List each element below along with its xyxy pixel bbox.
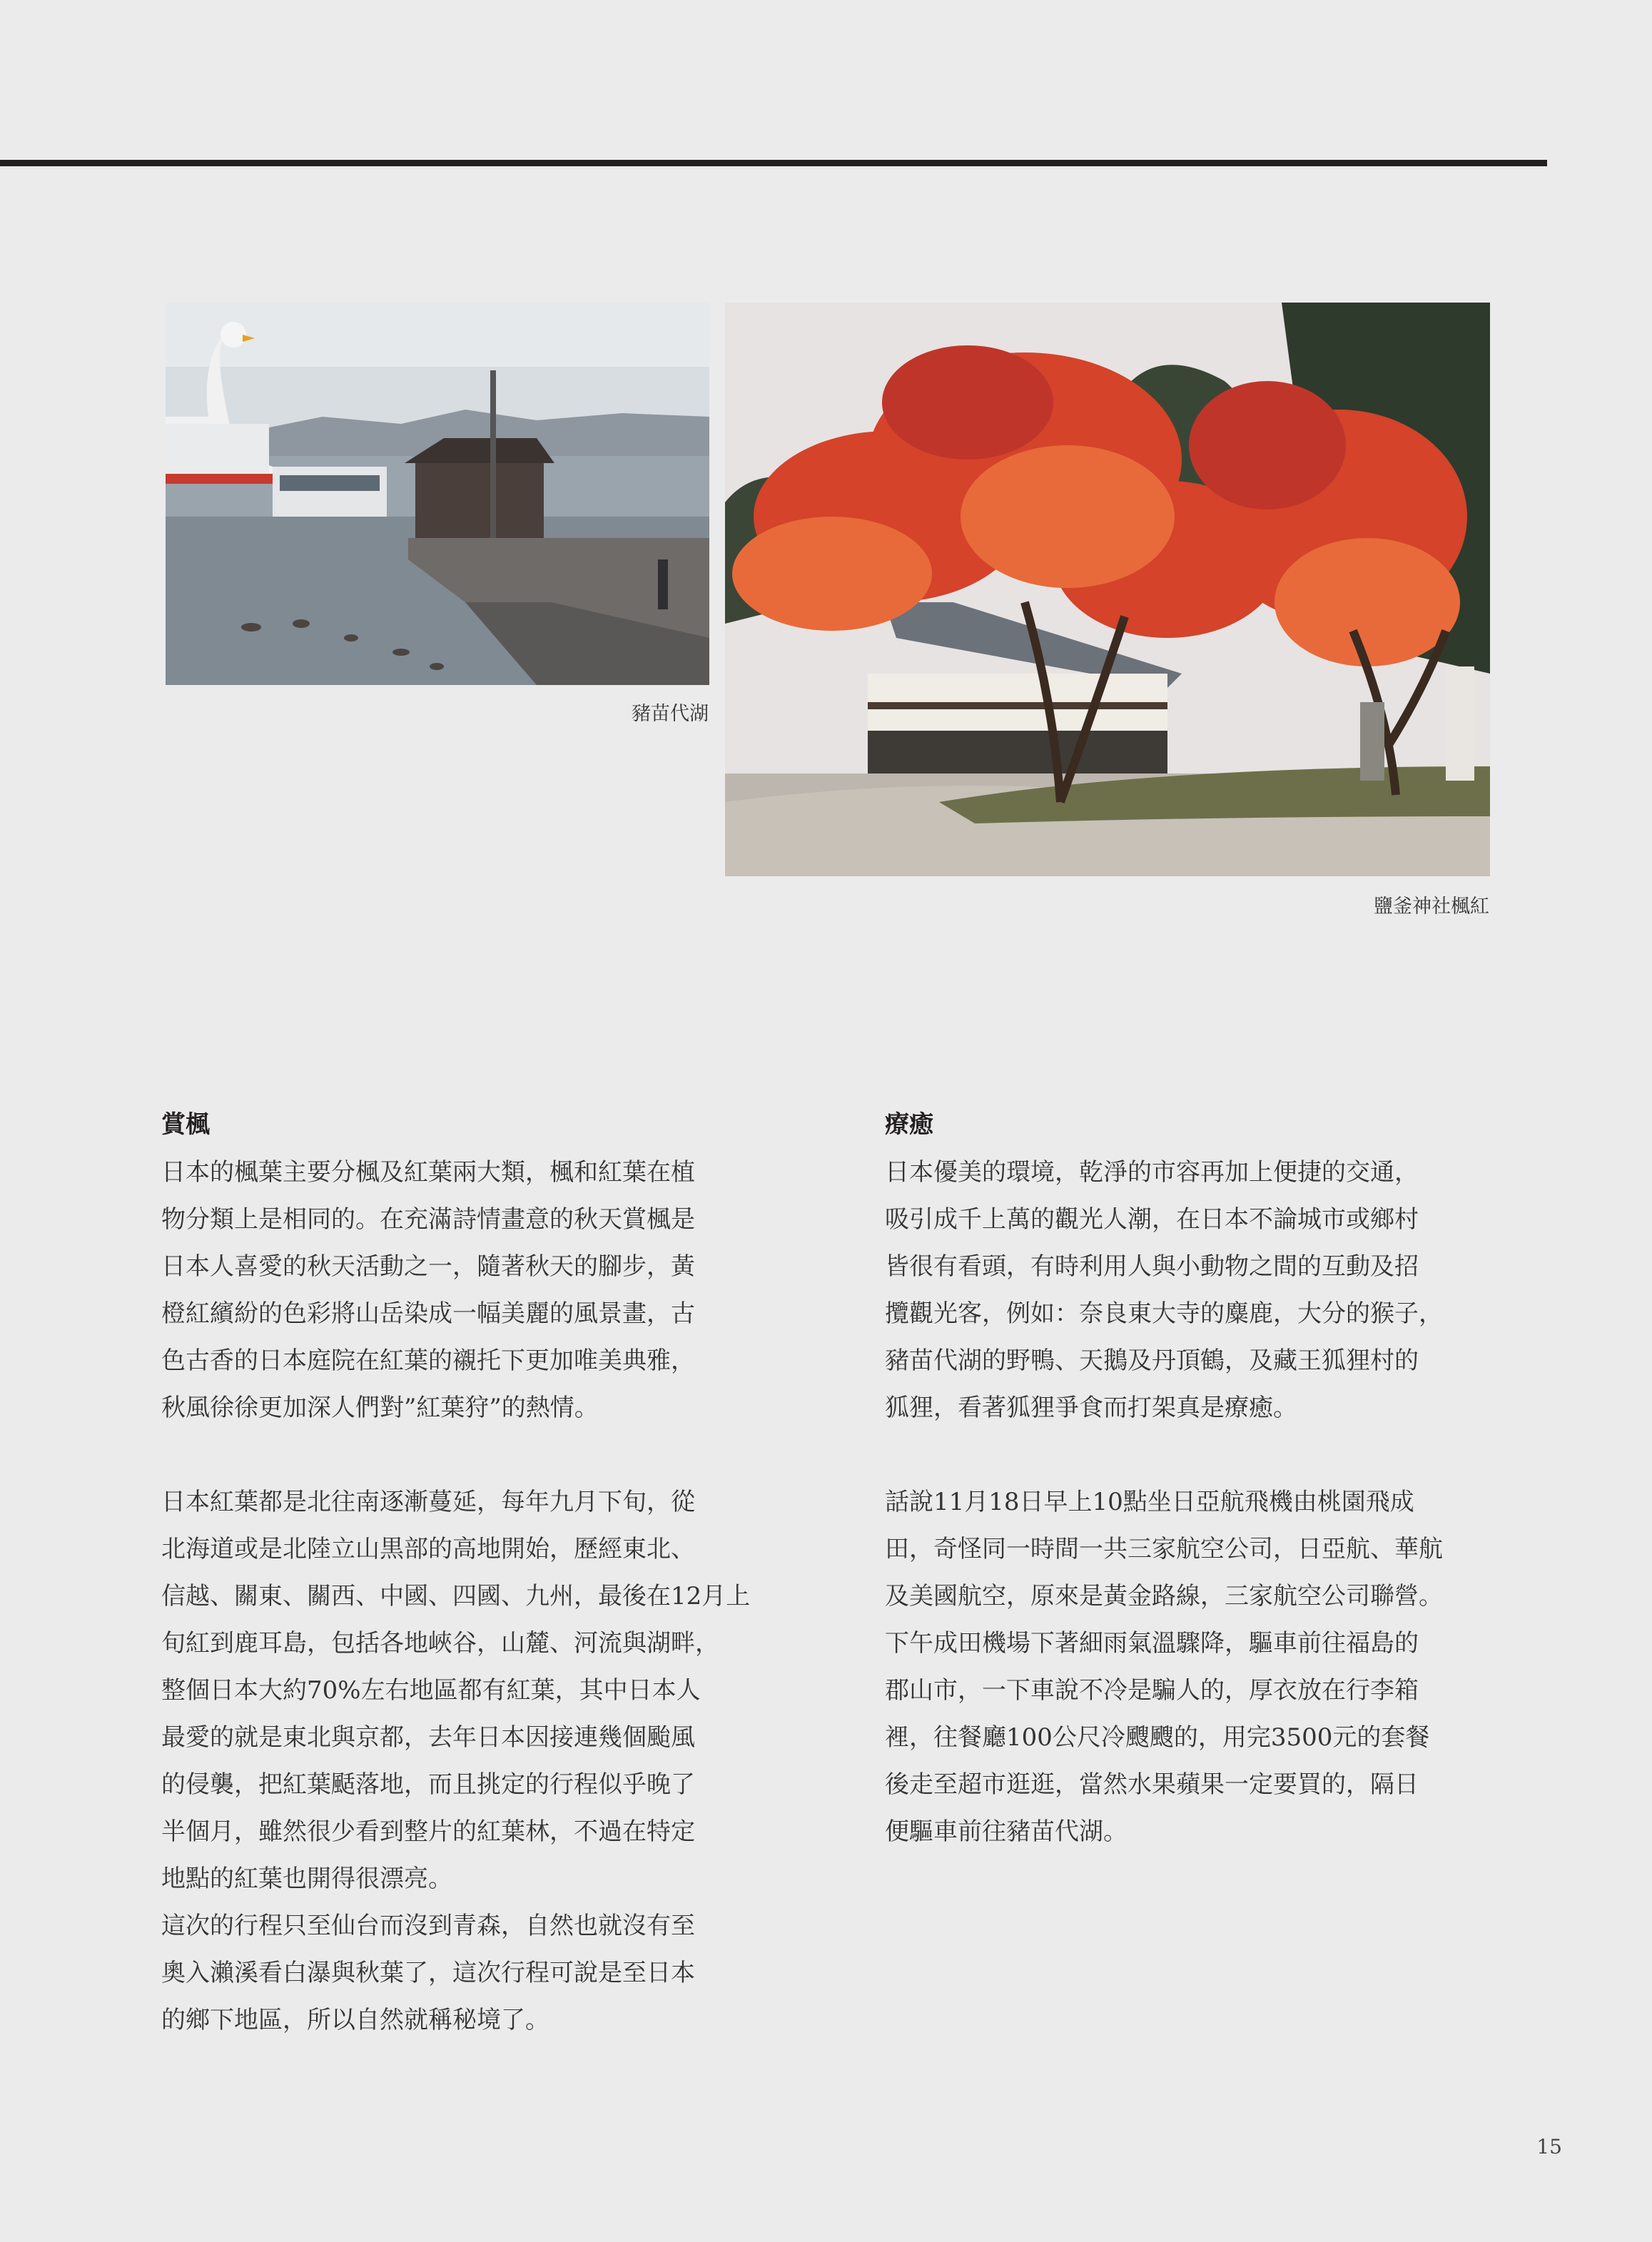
lake-photo <box>166 303 709 685</box>
text-line: 旬紅到鹿耳島，包括各地峽谷，山麓、河流與湖畔， <box>161 1629 719 1658</box>
text-line: 日本人喜愛的秋天活動之一，隨著秋天的腳步，黃 <box>161 1252 695 1281</box>
text-line: 這次的行程只至仙台而沒到青森，自然也就沒有至 <box>161 1912 695 1940</box>
text-line: 皆很有看頭，有時利用人與小動物之間的互動及招 <box>885 1252 1419 1281</box>
left-paragraph-3 <box>161 1902 765 2044</box>
text-line: 日本紅葉都是北往南逐漸蔓延，每年九月下旬，從 <box>161 1488 695 1516</box>
right-paragraph-1 <box>885 1149 1489 1431</box>
left-paragraph-2 <box>161 1478 765 1902</box>
text-line: 北海道或是北陸立山黒部的高地開始，歷經東北、 <box>161 1535 695 1563</box>
section-heading-maple-viewing: 賞楓 <box>161 1110 210 1139</box>
text-line: 狐狸，看著狐狸爭食而打架真是療癒。 <box>885 1394 1297 1422</box>
text-line: 田，奇怪同一時間一共三家航空公司，日亞航、華航 <box>885 1535 1443 1563</box>
text-line: 便驅車前往豬苗代湖。 <box>885 1817 1127 1846</box>
right-paragraph-2 <box>885 1478 1489 1855</box>
text-line: 最愛的就是東北與京都，去年日本因接連幾個颱風 <box>161 1723 695 1752</box>
text-line: 信越、關東、關西、中國、四國、九州，最後在12月上 <box>161 1582 751 1611</box>
paragraph-gap <box>885 1431 1489 1478</box>
text-line: 秋風徐徐更加深人們對”紅葉狩”的熱情。 <box>161 1394 599 1422</box>
text-line: 奧入瀨溪看白瀑與秋葉了，這次行程可說是至日本 <box>161 1959 695 1987</box>
text-line: 色古香的日本庭院在紅葉的襯托下更加唯美典雅， <box>161 1346 695 1375</box>
text-line: 的侵襲，把紅葉颳落地，而且挑定的行程似乎晚了 <box>161 1770 695 1799</box>
text-line: 日本優美的環境，乾淨的市容再加上便捷的交通， <box>885 1158 1419 1187</box>
shrine-photo-caption: 鹽釜神社楓紅 <box>1374 896 1489 918</box>
text-line: 攬觀光客，例如：奈良東大寺的麋鹿，大分的猴子， <box>885 1299 1443 1328</box>
shrine-autumn-photo <box>725 303 1490 876</box>
text-line: 日本的楓葉主要分楓及紅葉兩大類，楓和紅葉在植 <box>161 1158 695 1187</box>
left-column <box>161 1107 765 2044</box>
text-line: 及美國航空，原來是黃金路線，三家航空公司聯營。 <box>885 1582 1443 1611</box>
top-rule <box>0 160 1547 166</box>
text-line: 話說11月18日早上10點坐日亞航飛機由桃園飛成 <box>885 1488 1414 1516</box>
text-line: 裡，往餐廳100公尺冷颼颼的，用完3500元的套餐 <box>885 1723 1430 1752</box>
section-heading-healing: 療癒 <box>885 1110 933 1139</box>
text-line: 下午成田機場下著細雨氣溫驟降，驅車前往福島的 <box>885 1629 1419 1658</box>
text-line: 橙紅繽紛的色彩將山岳染成一幅美麗的風景畫，古 <box>161 1299 695 1328</box>
text-line: 豬苗代湖的野鴨、天鵝及丹頂鶴，及藏王狐狸村的 <box>885 1346 1419 1375</box>
right-column <box>885 1107 1489 1855</box>
text-line: 吸引成千上萬的觀光人潮，在日本不論城市或鄉村 <box>885 1205 1419 1234</box>
text-line: 的鄉下地區，所以自然就稱秘境了。 <box>161 2006 549 2034</box>
left-paragraph-1 <box>161 1149 765 1431</box>
text-line: 物分類上是相同的。在充滿詩情畫意的秋天賞楓是 <box>161 1205 695 1234</box>
text-line: 郡山市，一下車說不冷是騙人的，厚衣放在行李箱 <box>885 1676 1419 1705</box>
text-line: 整個日本大約70%左右地區都有紅葉，其中日本人 <box>161 1676 701 1705</box>
lake-photo-caption: 豬苗代湖 <box>632 703 709 725</box>
text-line: 半個月，雖然很少看到整片的紅葉林，不過在特定 <box>161 1817 695 1846</box>
page-number: 15 <box>1536 2135 1562 2159</box>
text-line: 後走至超市逛逛，當然水果蘋果一定要買的，隔日 <box>885 1770 1419 1799</box>
text-line: 地點的紅葉也開得很漂亮。 <box>161 1865 452 1893</box>
paragraph-gap <box>161 1431 765 1478</box>
